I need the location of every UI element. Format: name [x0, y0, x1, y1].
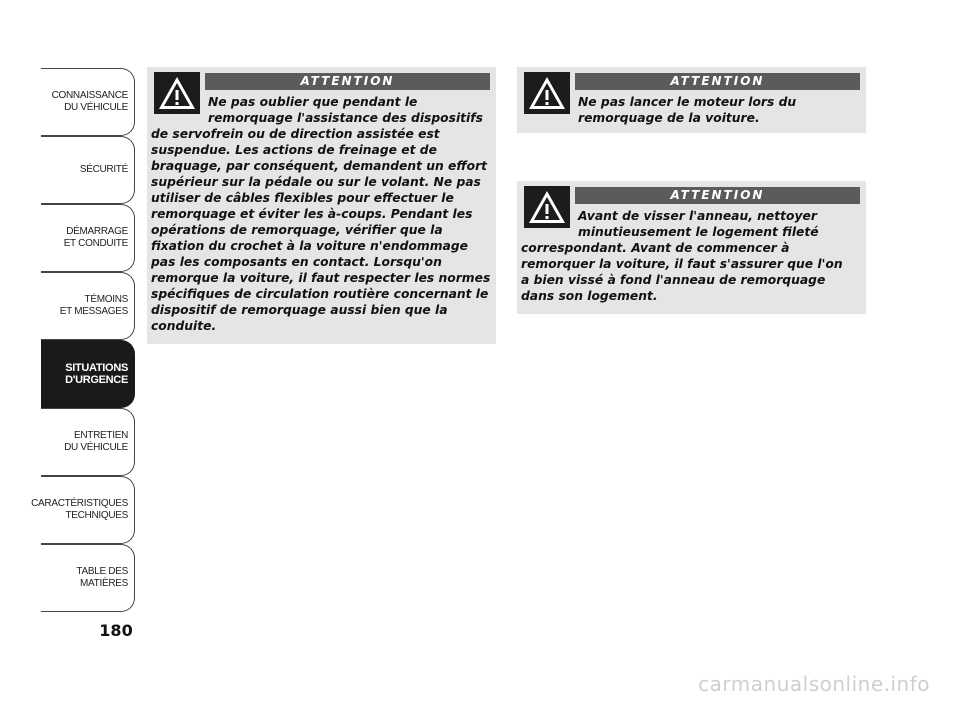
warning-text — [521, 208, 843, 304]
warning-line: pas les composants en contact. Lorsqu'on — [151, 255, 442, 269]
tab-connaissance-du-vehicule[interactable] — [41, 68, 135, 136]
tab-label-line2: ET CONDUITE — [63, 238, 128, 249]
warning-box-engine-start — [517, 67, 866, 133]
warning-text — [151, 94, 490, 334]
warning-line: Avant de visser l'anneau, nettoyer — [578, 209, 817, 223]
tab-situations-d-urgence[interactable] — [41, 340, 135, 408]
warning-line: conduite. — [151, 319, 217, 333]
warning-line: remorque la voiture, il faut respecter les normes — [151, 271, 491, 285]
warning-line: fixation du crochet à la voiture n'endommage — [151, 239, 468, 253]
warning-line: suspendue. Les actions de freinage et de — [151, 143, 437, 157]
warning-title: ATTENTION — [575, 73, 860, 90]
tab-label-line2: MATIÈRES — [80, 578, 128, 589]
warning-line: braquage, par conséquent, demandent un effort — [151, 159, 488, 173]
warning-line: opérations de remorquage, vérifier que la — [151, 223, 443, 237]
warning-line: utiliser de câbles flexibles pour effectuer le — [151, 191, 454, 205]
tab-label-line2: D'URGENCE — [65, 374, 128, 386]
tab-demarrage-et-conduite[interactable] — [41, 204, 135, 272]
warning-line: minutieusement le logement fileté — [578, 225, 819, 239]
warning-title: ATTENTION — [575, 187, 860, 204]
warning-line: supérieur sur la pédale ou sur le volant. Ne pas — [151, 175, 481, 189]
warning-box-towing-assistance — [147, 67, 496, 344]
warning-line: a bien vissé à fond l'anneau de remorquage — [521, 273, 826, 287]
warning-title: ATTENTION — [205, 73, 490, 90]
tab-label-line2: DU VÉHICULE — [64, 442, 128, 453]
warning-line: spécifiques de circulation routière concernant le — [151, 287, 489, 301]
tab-securite[interactable] — [41, 136, 135, 204]
tab-label-line1: TABLE DES — [76, 566, 128, 577]
tab-entretien-du-vehicule[interactable] — [41, 408, 135, 476]
page-number: 180 — [99, 621, 133, 640]
tab-label-line2: ET MESSAGES — [59, 306, 128, 317]
warning-line: remorquage l'assistance des dispositifs — [208, 111, 483, 125]
tab-label-line2: TECHNIQUES — [65, 510, 128, 521]
warning-line: correspondant. Avant de commencer à — [521, 241, 790, 255]
warning-text — [521, 94, 796, 126]
warning-line: remorquage et éviter les à-coups. Pendant les — [151, 207, 473, 221]
tab-label-line1: TÉMOINS — [84, 294, 128, 305]
warning-box-towing-eye — [517, 181, 866, 314]
warning-line: dans son logement. — [521, 289, 658, 303]
tab-temoins-et-messages[interactable] — [41, 272, 135, 340]
tab-label-line1: SITUATIONS — [65, 362, 128, 374]
warning-line: remorquer la voiture, il faut s'assurer que l'on — [521, 257, 843, 271]
tab-label-line1: SÉCURITÉ — [79, 164, 128, 175]
tab-label-line2: DU VÉHICULE — [64, 102, 128, 113]
tab-label-line1: ENTRETIEN — [74, 430, 128, 441]
watermark-text: carmanualsonline.info — [698, 672, 930, 696]
warning-line: Ne pas oublier que pendant le — [208, 95, 418, 109]
tab-label-line1: CARACTÉRISTIQUES — [31, 498, 128, 509]
warning-line: de servofrein ou de direction assistée est — [151, 127, 440, 141]
warning-line: dispositif de remorquage aussi bien que la — [151, 303, 448, 317]
tab-caracteristiques-techniques[interactable] — [31, 476, 135, 544]
tab-label-line1: CONNAISSANCE — [51, 90, 128, 101]
warning-line: remorquage de la voiture. — [578, 111, 760, 125]
tab-table-des-matieres[interactable] — [41, 544, 135, 612]
tab-label-line1: DÉMARRAGE — [66, 226, 128, 237]
warning-line: Ne pas lancer le moteur lors du — [578, 95, 797, 109]
